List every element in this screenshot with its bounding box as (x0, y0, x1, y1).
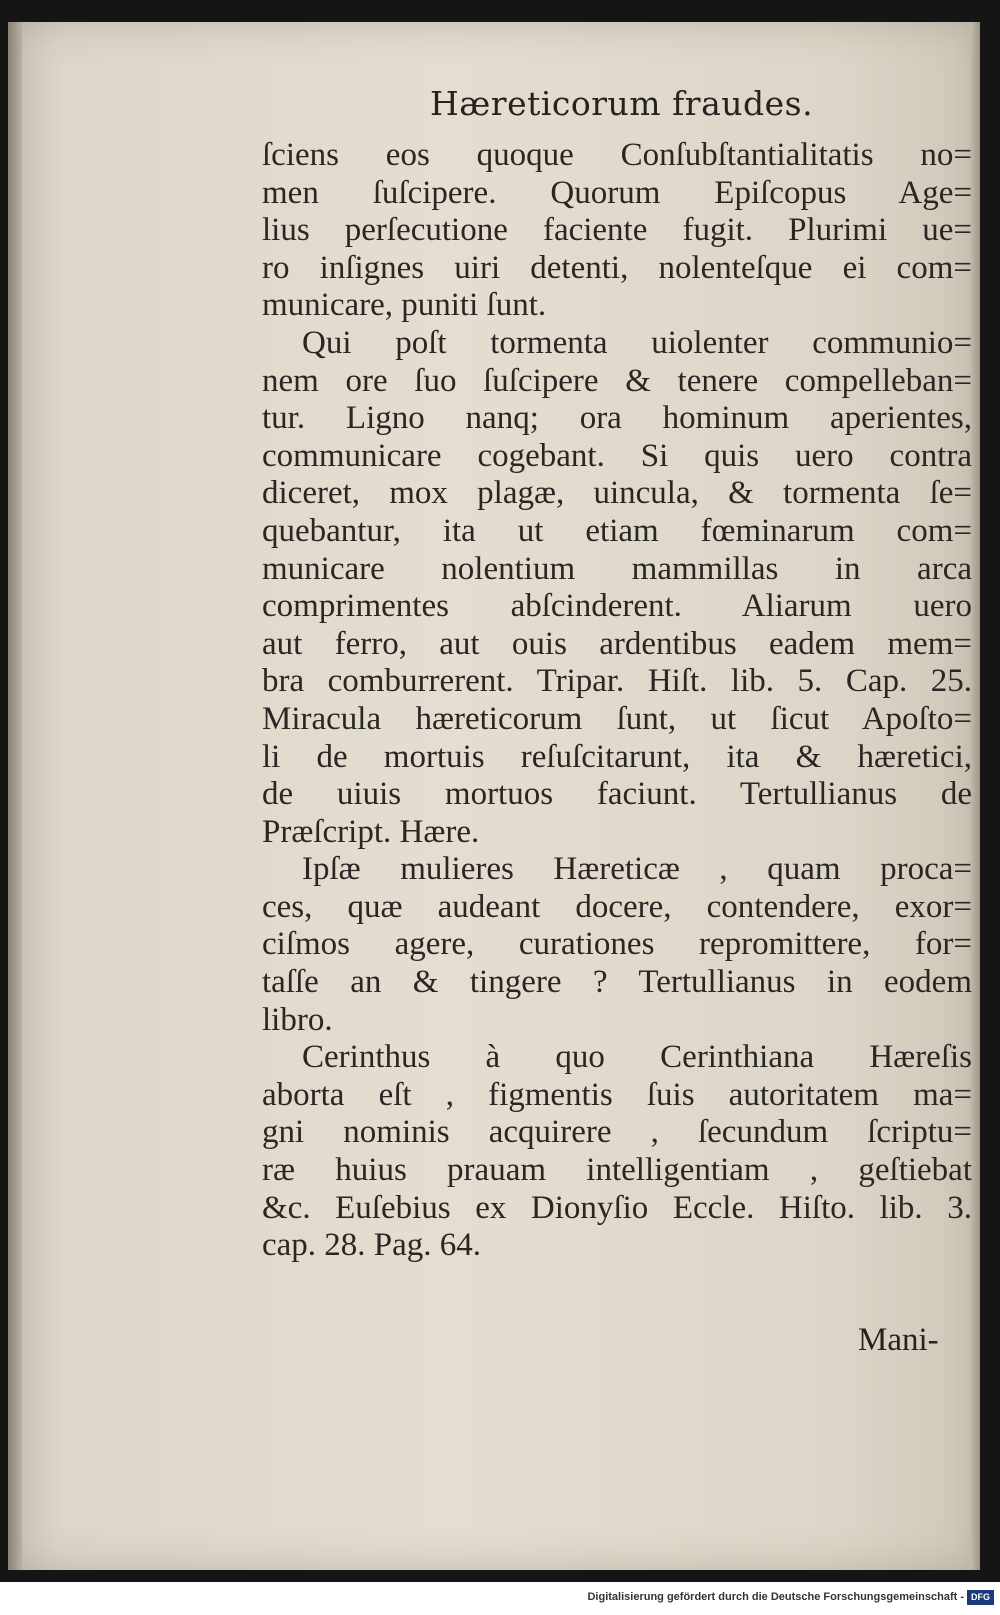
text-line: aborta eſt , figmentis ſuis autoritatem ma= (262, 1076, 972, 1113)
text-line: ro inſignes uiri detenti, nolenteſque ei com= (262, 249, 972, 286)
text-line: comprimentes abſcinderent. Aliarum uero (262, 588, 972, 625)
funding-credit: Digitalisierung gefördert durch die Deutsche Forschungsgemeinschaft - (587, 1591, 964, 1603)
text-line: Qui poſt tormenta uiolenter communio= (302, 324, 972, 361)
text-line: quebantur, ita ut etiam fœminarum com= (262, 512, 972, 549)
text-line: li de mortuis reſuſcitarunt, ita & hæretici, (262, 738, 972, 775)
text-line: aut ferro, aut ouis ardentibus eadem mem= (262, 625, 972, 662)
text-line: gni nominis acquirere , ſecundum ſcriptu= (262, 1114, 972, 1151)
digitization-footer (0, 1582, 1000, 1615)
text-line: municare nolentium mammillas in arca (262, 550, 972, 587)
text-line: communicare cogebant. Si quis uero contra (262, 437, 972, 474)
page-gutter-shadow (8, 22, 22, 1570)
text-line: diceret, mox plagæ, uincula, & tormenta ſe= (262, 475, 972, 512)
text-line: &c. Euſebius ex Dionyſio Eccle. Hiſto. lib. 3. (262, 1189, 972, 1226)
text-line: lius perſecutione faciente fugit. Plurimi ue= (262, 212, 972, 249)
text-line: ciſmos agere, curationes repromittere, for= (262, 926, 972, 963)
text-line: taſſe an & tingere ? Tertullianus in eodem (262, 964, 972, 1001)
text-line: municare, puniti ſunt. (262, 287, 547, 324)
text-line: cap. 28. Pag. 64. (262, 1227, 482, 1264)
text-line: ces, quæ audeant docere, contendere, exor= (262, 888, 972, 925)
text-line: Miracula hæreticorum ſunt, ut ſicut Apoſto= (262, 700, 972, 737)
body-text (262, 137, 972, 1265)
dfg-logo-icon: DFG (967, 1590, 994, 1605)
text-line: tur. Ligno nanq; ora hominum aperientes, (262, 400, 972, 437)
text-line: ræ huius prauam intelligentiam , geſtiebat (262, 1152, 972, 1189)
text-line: de uiuis mortuos faciunt. Tertullianus de (262, 776, 972, 813)
catchword: Mani- (858, 1322, 939, 1358)
text-line: Præſcript. Hære. (262, 813, 480, 850)
text-line: Ipſæ mulieres Hæreticæ , quam proca= (302, 851, 972, 888)
text-line: ſciens eos quoque Conſubſtantialitatis no= (262, 137, 972, 173)
text-line: Cerinthus à quo Cerinthiana Hæreſis (302, 1039, 972, 1076)
text-line: men ſuſcipere. Quorum Epiſcopus Age= (262, 174, 972, 211)
text-line: nem ore ſuo ſuſcipere & tenere compelleban= (262, 362, 972, 399)
text-line: bra comburrerent. Tripar. Hiſt. lib. 5. Cap. 25. (262, 663, 972, 700)
text-line: libro. (262, 1001, 333, 1038)
running-head: Hæreticorum fraudes. (430, 84, 814, 123)
